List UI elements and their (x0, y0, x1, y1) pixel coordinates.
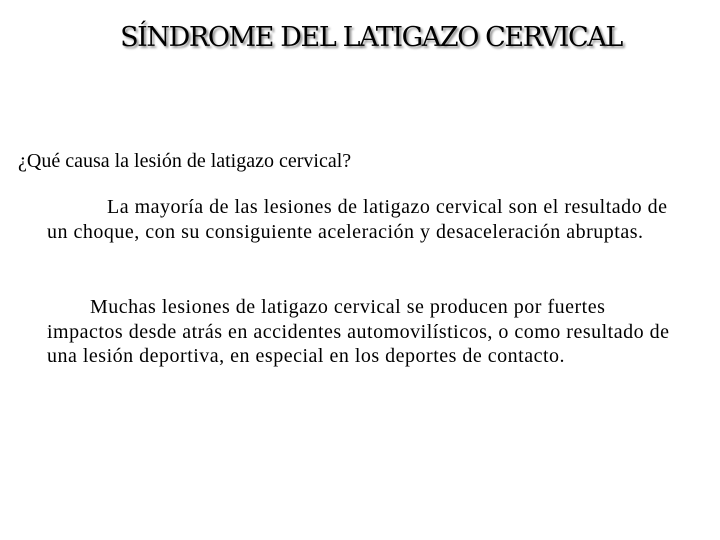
question-heading: ¿Qué causa la lesión de latigazo cervical? (18, 150, 352, 172)
paragraph-1: La mayoría de las lesiones de latigazo cervical son el resultado de un choque, con su consiguiente aceleración y desaceleración abruptas. (47, 196, 668, 243)
slide-title: SÍNDROME DEL LATIGAZO CERVICAL (120, 22, 622, 53)
paragraph-2: Muchas lesiones de latigazo cervical se producen por fuertes impactos desde atrás en accidentes automovilísticos, o como resultado de una lesión deportiva, en especial en los deportes de contacto. (47, 296, 670, 367)
